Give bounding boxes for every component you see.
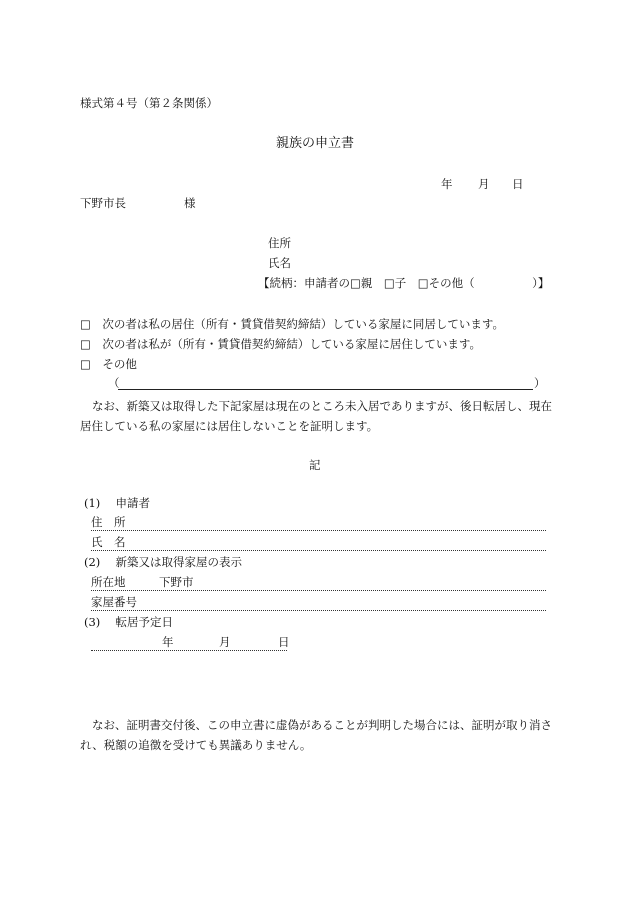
section3-month: 月 (219, 635, 231, 649)
section2-house-number-line[interactable] (91, 610, 546, 611)
section3-year: 年 (162, 635, 174, 649)
other-paren-close: ） (534, 376, 546, 390)
applicant-address-label: 住所 (268, 236, 291, 250)
date-year: 年 (441, 177, 453, 191)
section2-location-line[interactable] (91, 590, 546, 591)
statement-paragraph: なお、新築又は取得した下記家屋は現在のところ未入居でありますが、後日転居し、現在居住している私の家屋には居住しないことを証明します。 (80, 399, 552, 433)
checkbox-item-reside[interactable]: □ 次の者は私が（所有・賃貸借契約締結）している家屋に居住しています。 (80, 337, 481, 351)
section2-location-label: 所在地 (91, 575, 126, 589)
section3-date-line[interactable] (91, 650, 287, 651)
date-month: 月 (478, 177, 490, 191)
applicant-name-label: 氏名 (268, 256, 291, 270)
section3-label: (3) 転居予定日 (84, 615, 173, 629)
addressee-name: 下野市長 (80, 196, 126, 210)
ki-heading: 記 (309, 458, 321, 472)
section1-label: (1) 申請者 (84, 496, 150, 510)
addressee-honorific: 様 (184, 196, 196, 210)
section3-day: 日 (278, 635, 290, 649)
form-number: 様式第４号（第２条関係） (80, 96, 218, 110)
section1-address-line[interactable] (91, 530, 546, 531)
relation-line: 【続柄：申請者の□親 □子 □その他（ ）】 (258, 276, 550, 290)
section2-location-value: 下野市 (159, 575, 194, 589)
checkbox-item-cohabit[interactable]: □ 次の者は私の居住（所有・賃貸借契約締結）している家屋に同居しています。 (80, 317, 504, 331)
footer-note: なお、証明書交付後、この申立書に虚偽があることが判明した場合には、証明が取り消され、税額の追徴を受けても異議ありません。 (80, 718, 552, 752)
section2-house-number-label: 家屋番号 (91, 595, 137, 609)
section2-label: (2) 新築又は取得家屋の表示 (84, 555, 242, 569)
section1-name-label: 氏 名 (91, 535, 126, 549)
other-paren-open: （ (108, 376, 120, 390)
section1-address-label: 住 所 (91, 515, 126, 529)
date-day: 日 (512, 177, 524, 191)
section1-name-line[interactable] (91, 550, 546, 551)
document-title: 親族の申立書 (276, 136, 355, 151)
checkbox-item-other[interactable]: □ その他 (80, 357, 137, 371)
other-input-line[interactable] (118, 389, 533, 390)
